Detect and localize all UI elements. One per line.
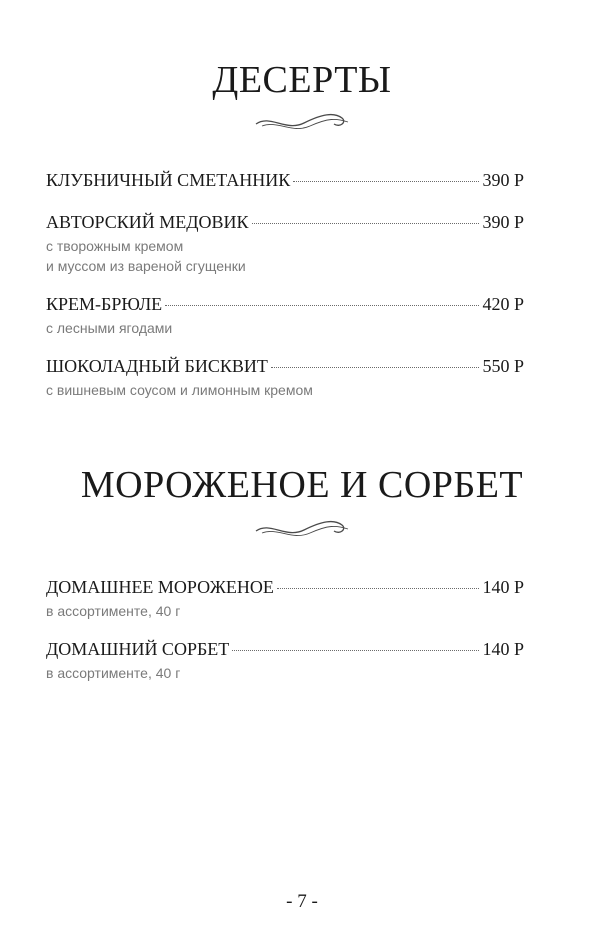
dotted-leader — [252, 223, 480, 224]
dotted-leader — [165, 305, 479, 306]
menu-item — [46, 577, 524, 621]
dotted-leader — [293, 181, 479, 182]
item-name: КРЕМ-БРЮЛЕ — [46, 294, 163, 314]
item-description: с творожным кремом — [46, 238, 184, 254]
menu-item — [46, 356, 524, 400]
item-price: 390 Р — [482, 212, 524, 232]
ice-cream-menu-list — [46, 577, 524, 683]
item-name: ШОКОЛАДНЫЙ БИСКВИТ — [46, 356, 268, 376]
section-title-desserts: ДЕСЕРТЫ — [212, 59, 392, 101]
item-price: 420 Р — [482, 294, 524, 314]
item-price: 390 Р — [482, 170, 524, 190]
item-name: КЛУБНИЧНЫЙ СМЕТАННИК — [46, 170, 291, 190]
section-title-ice-cream: МОРОЖЕНОЕ И СОРБЕТ — [80, 464, 524, 506]
item-description: с лесными ягодами — [46, 320, 173, 336]
menu-item — [46, 294, 524, 338]
dotted-leader — [277, 588, 480, 589]
desserts-menu-list — [46, 170, 524, 400]
item-description: в ассортименте, 40 г — [46, 603, 181, 619]
item-price: 140 Р — [482, 639, 524, 659]
item-price: 140 Р — [482, 577, 524, 597]
item-description: с вишневым соусом и лимонным кремом — [46, 382, 313, 398]
item-name: ДОМАШНЕЕ МОРОЖЕНОЕ — [46, 577, 274, 597]
item-description: в ассортименте, 40 г — [46, 665, 181, 681]
item-description: и муссом из вареной сгущенки — [46, 258, 246, 274]
item-price: 550 Р — [482, 356, 524, 376]
item-name: ДОМАШНИЙ СОРБЕТ — [46, 639, 230, 659]
dotted-leader — [271, 367, 480, 368]
menu-item — [46, 170, 524, 194]
page-number: - 7 - — [286, 891, 318, 912]
swirl-divider-icon — [252, 108, 352, 134]
menu-item — [46, 639, 524, 683]
dotted-leader — [232, 650, 479, 651]
swirl-divider-icon — [252, 515, 352, 541]
menu-item — [46, 212, 524, 276]
item-name: АВТОРСКИЙ МЕДОВИК — [46, 212, 249, 232]
